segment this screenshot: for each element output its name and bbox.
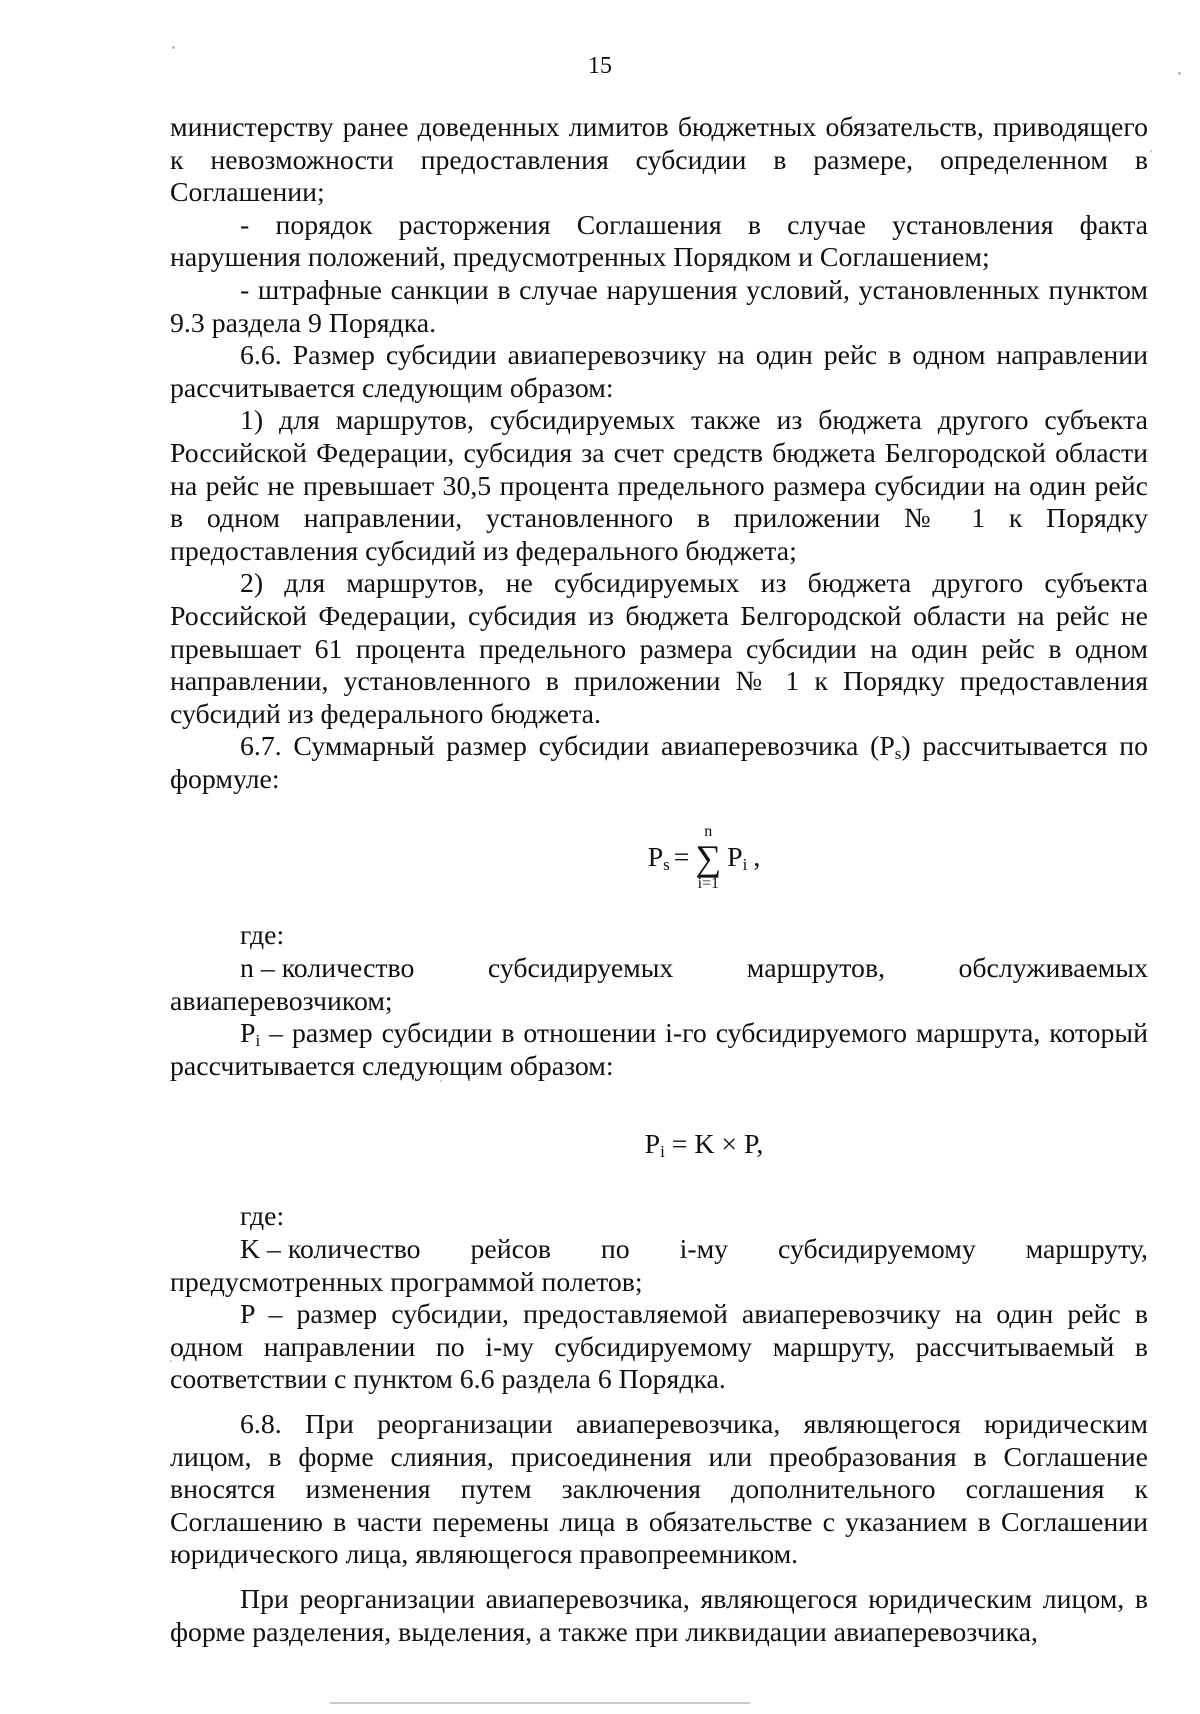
paragraph-reorganization: При реорганизации авиаперевозчика, являющегося юридическим лицом, в форме разделения, выделения, а также при ликвидации авиаперевозчика, [170,1583,1148,1648]
definition-k-word: маршруту, [1025,1234,1148,1266]
paragraph-continuation: министерству ранее доведенных лимитов бюджетных обязательств, приводящего к невозможности предоставления субсидии в размере, определенном в Соглашении; [170,112,1148,209]
definition-n-continuation: авиаперевозчиком; [170,985,393,1017]
formula-pi-lhs [645,1129,665,1161]
paragraph-penalties: - штрафные санкции в случае нарушения условий, установленных пунктом 9.3 раздела 9 Порядка. [170,274,1148,339]
definition-k-term: K – количество [240,1234,421,1266]
definition-k-continuation: предусмотренных программой полетов; [170,1266,643,1298]
formula-lhs [648,842,670,874]
paragraph-termination-order: - порядок расторжения Соглашения в случае установления факта нарушения положений, предусмотренных Порядком и Соглашением; [170,209,1148,274]
definition-k-word: i-му [679,1234,729,1266]
definition-k-line [170,1234,1148,1267]
paragraph-6-7 [170,731,1148,796]
paragraph-6-6: 6.6. Размер субсидии авиаперевозчику на один рейс в одном направлении рассчитывается следующим образом: [170,340,1148,404]
formula-lhs-subscript: s [663,855,670,875]
definition-pi-subscript: i [255,1031,261,1051]
definition-k-word: рейсов [470,1234,551,1266]
definition-n-term: n – количество [240,953,415,985]
where-label-2: где: [240,1201,285,1233]
formula-equals: = [673,842,690,874]
sigma-block [695,823,721,893]
definition-n-word: маршрутов, [746,953,886,985]
definition-n-word: обслуживаемых [958,953,1148,985]
definition-n-word: субсидируемых [487,953,674,985]
sigma-upper-limit: n [704,823,713,841]
paragraph-6-6-item-1: 1) для маршрутов, субсидируемых также из бюджета другого субъекта Российской Федерации, субсидия за счет средств бюджета Белгородской области на рейс не превышает 30,5 процента предельного размера субсидии на один рейс в одном направлении, установленного в приложении № 1 к Порядку предоставления субсидий из федерального бюджета; [170,405,1148,567]
formula-term-subscript: i [742,855,748,875]
paragraph-6-6-item-2: 2) для маршрутов, не субсидируемых из бюджета другого субъекта Российской Федерации, субсидия из бюджета Белгородской области на рейс не превышает 61 процента предельного размера субсидии на один рейс в одном направлении, установленного в приложении № 1 к Порядку предоставления субсидий из федерального бюджета. [170,568,1148,730]
definition-p: P – размер субсидии, предоставляемой авиаперевозчику на один рейс в одном направлении по i-му субсидируемому маршруту, рассчитываемый в соответствии с пунктом 6.6 раздела 6 Порядка. [170,1299,1148,1396]
scan-edge-rule [330,1702,750,1704]
formula-trailing-comma: , [753,842,761,874]
page-number: 15 [588,53,612,79]
where-label-1: где: [240,920,285,952]
definition-pi-symbol: P [240,1018,256,1050]
formula-lhs-symbol: P [647,842,664,874]
scan-speck [172,46,175,49]
paragraph-6-7-start: 6.7. Суммарный размер субсидии авиаперевозчика (P [240,731,895,763]
definition-n-line [170,953,1148,986]
formula-pi-subscript: i [660,1142,665,1162]
definition-pi-text: – размер субсидии в отношении i-го субсидируемого маршрута, который рассчитывается следующим образом: [170,1018,1148,1082]
formula-pi-symbol: P [644,1129,661,1161]
sigma-lower-limit: i=1 [697,875,720,893]
ps-subscript: s [894,744,902,764]
formula-route-subsidy [170,1105,1148,1185]
paragraph-6-7-end: ) рассчитывается по формуле: [170,731,1148,795]
definition-k-word: субсидируемому [778,1234,976,1266]
formula-total-subsidy [170,810,1148,906]
formula-term [727,842,747,874]
paragraph-6-8: 6.8. При реорганизации авиаперевозчика, являющегося юридическим лицом, в форме слияния, присоединения или преобразования в Соглашение вносятся изменения путем заключения дополнительного соглашения к Соглашению в части перемены лица в обязательстве с указанием в Соглашении юридического лица, являющегося правопреемником. [170,1409,1148,1571]
document-body [170,112,1148,1649]
definition-k-word: по [600,1234,630,1266]
formula-term-symbol: P [727,842,743,874]
definition-pi [170,1018,1148,1083]
scan-speck [1150,150,1152,152]
formula-pi-rhs: = K × P, [664,1129,764,1161]
sigma-symbol: ∑ [695,838,722,879]
